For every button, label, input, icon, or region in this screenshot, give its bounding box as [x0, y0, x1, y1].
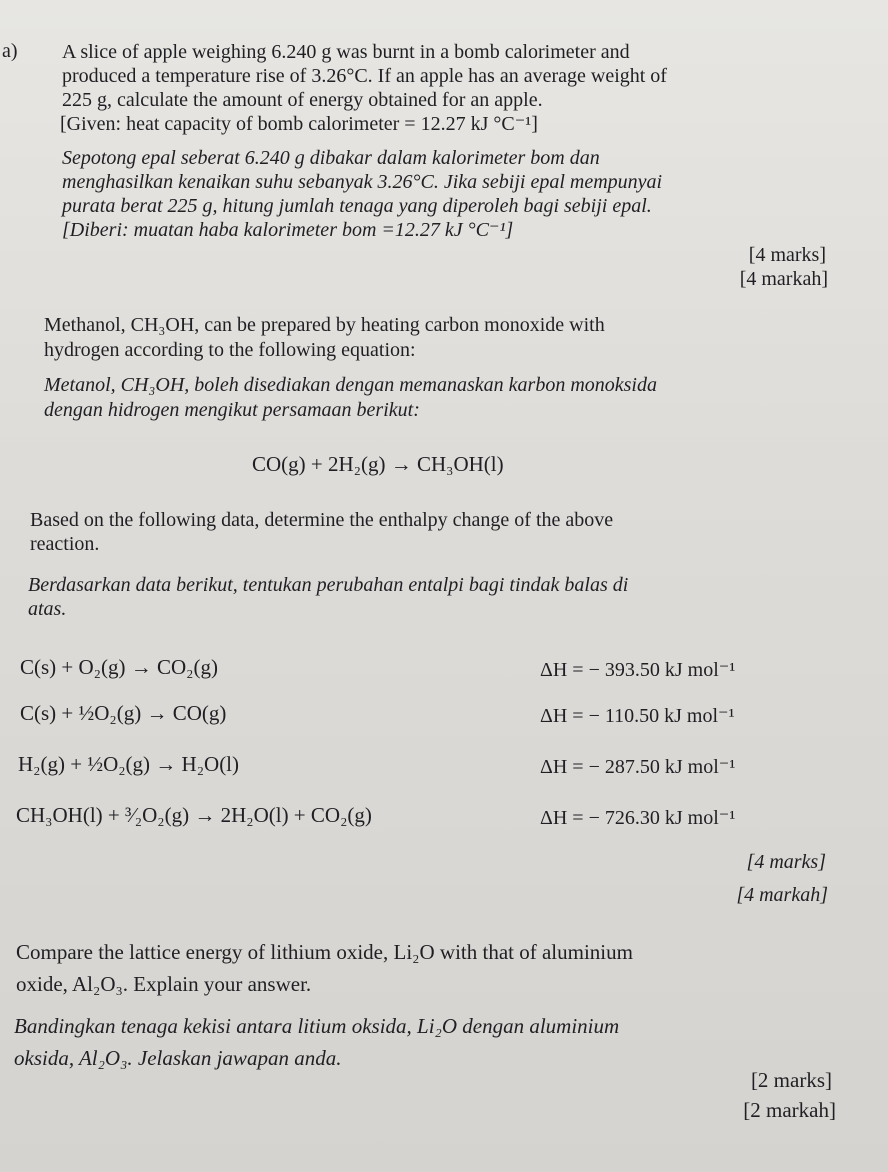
question-label: a) [2, 40, 18, 62]
reaction-enthalpy: ΔH = − 110.50 kJ mol⁻¹ [540, 705, 735, 727]
q1-ms-line-2: menghasilkan kenaikan suhu sebanyak 3.26°C. Jika sebiji epal mempunyai [62, 171, 663, 193]
reaction-equation: C(s) + O₂(g) → CO₂(g) [20, 655, 218, 679]
reaction-enthalpy: ΔH = − 393.50 kJ mol⁻¹ [540, 659, 736, 681]
q3-ms-line-2: oksida, Al₂O₃. Jelaskan jawapan anda. [14, 1046, 342, 1070]
reaction-enthalpy: ΔH = − 726.30 kJ mol⁻¹ [540, 807, 736, 829]
reaction-enthalpy: ΔH = − 287.50 kJ mol⁻¹ [540, 756, 736, 778]
q2-task-line-1: Based on the following data, determine the enthalpy change of the above [30, 509, 614, 531]
q2-intro-ms-line-2: dengan hidrogen mengikut persamaan berikut: [44, 399, 420, 421]
reaction-equation: CH₃OH(l) + ³⁄₂O₂(g) → 2H₂O(l) + CO₂(g) [16, 803, 372, 827]
q2-intro-line-2: hydrogen according to the following equation: [44, 339, 416, 361]
q1-text-line-2: produced a temperature rise of 3.26°C. If an apple has an average weight of [62, 65, 667, 87]
q1-ms-line-1: Sepotong epal seberat 6.240 g dibakar dalam kalorimeter bom dan [62, 147, 600, 169]
q2-task-ms-line-2: atas. [28, 598, 67, 620]
q3-marks-en: [2 marks] [750, 1068, 832, 1092]
main-equation: CO(g) + 2H₂(g) → CH₃OH(l) [252, 452, 504, 476]
q2-task-line-2: reaction. [30, 533, 100, 555]
q2-task-ms-line-1: Berdasarkan data berikut, tentukan perubahan entalpi bagi tindak balas di [28, 574, 629, 596]
q2-marks-ms: [4 markah] [736, 884, 828, 906]
q1-ms-line-3: purata berat 225 g, hitung jumlah tenaga yang diperoleh bagi sebiji epal. [62, 195, 652, 217]
reaction-equation: H₂(g) + ½O₂(g) → H₂O(l) [18, 752, 240, 776]
q3-text-line-1: Compare the lattice energy of lithium oxide, Li₂O with that of aluminium [16, 940, 633, 964]
q2-intro-line-1: Methanol, CH₃OH, can be prepared by heating carbon monoxide with [44, 314, 605, 336]
q1-marks-ms: [4 markah] [739, 268, 828, 290]
q1-text-line-1: A slice of apple weighing 6.240 g was burnt in a bomb calorimeter and [62, 41, 630, 63]
q2-intro-ms-line-1: Metanol, CH₃OH, boleh disediakan dengan memanaskan karbon monoksida [44, 374, 657, 396]
q3-ms-line-1: Bandingkan tenaga kekisi antara litium oksida, Li₂O dengan aluminium [14, 1014, 620, 1038]
q1-given: [Given: heat capacity of bomb calorimeter = 12.27 kJ °C⁻¹] [60, 113, 538, 135]
q1-text-line-3: 225 g, calculate the amount of energy obtained for an apple. [62, 89, 543, 111]
q1-ms-given: [Diberi: muatan haba kalorimeter bom =12.27 kJ °C⁻¹] [62, 219, 514, 241]
q3-marks-ms: [2 markah] [743, 1098, 836, 1122]
q3-text-line-2: oxide, Al₂O₃. Explain your answer. [16, 972, 312, 996]
q2-marks-en: [4 marks] [746, 851, 826, 873]
reaction-equation: C(s) + ½O₂(g) → CO(g) [20, 701, 227, 725]
q1-marks-en: [4 marks] [748, 244, 826, 266]
